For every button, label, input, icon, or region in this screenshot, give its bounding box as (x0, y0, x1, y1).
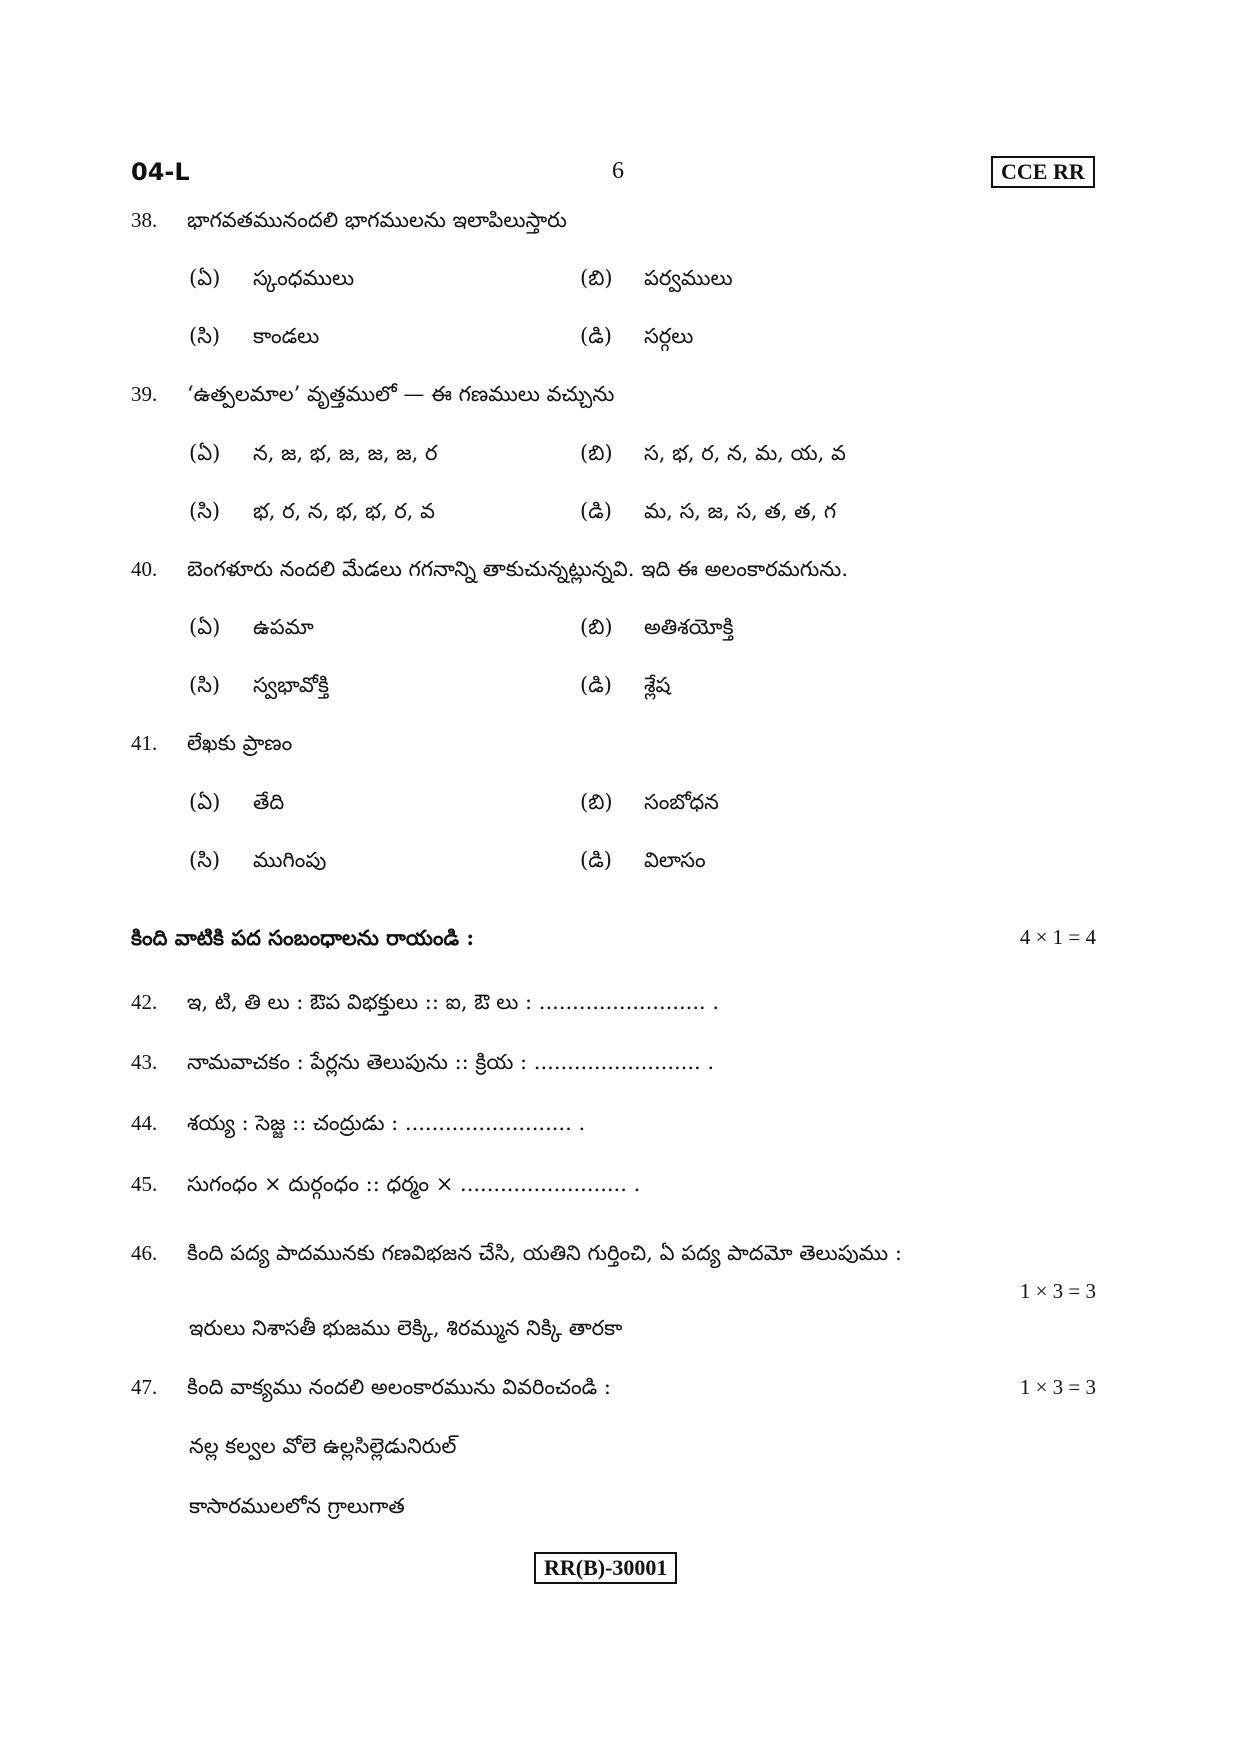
option-text: ఉపమా (253, 615, 314, 639)
option-d (580, 848, 706, 878)
option-text: పర్వములు (644, 266, 733, 290)
scheme-box: CCE RR (991, 156, 1095, 188)
option-b (580, 266, 733, 296)
option-label: (ఏ) (189, 266, 221, 290)
question-number: 44. (131, 1111, 158, 1135)
question-text: శయ్య : సెజ్జ :: చంద్రుడు : ......................... . (187, 1111, 586, 1135)
option-d (580, 673, 671, 703)
question-43 (131, 1050, 714, 1080)
page-number: 6 (612, 158, 624, 184)
option-text: భ, ర, న, భ, భ, ర, వ (253, 499, 435, 523)
question-number: 38. (131, 208, 158, 232)
verse-line: ఇరులు నిశాసతీ భుజము లెక్కి, శిరమ్మున నిక్కి తారకా (189, 1316, 623, 1340)
option-text: సంబోధన (644, 790, 719, 814)
question-47-marks: 1 × 3 = 3 (1019, 1375, 1096, 1399)
option-label: (సి) (189, 848, 221, 872)
option-label: (ఏ) (189, 790, 221, 814)
option-label: (డి) (580, 673, 612, 697)
option-d (580, 499, 836, 529)
question-44 (131, 1111, 585, 1141)
question-text: సుగంధం × దుర్గంధం :: ధర్మం × ......................... . (187, 1172, 641, 1196)
question-text: భాగవతమునందలి భాగములను ఇలాపిలుస్తారు (187, 208, 567, 232)
option-text: శ్లేష (644, 673, 671, 697)
question-39 (131, 382, 614, 412)
option-label: (బి) (580, 441, 613, 465)
question-number: 39. (131, 382, 158, 406)
booklet-code-box: RR(B)-30001 (534, 1552, 677, 1584)
option-a (189, 266, 354, 296)
option-c (189, 499, 435, 529)
question-number: 43. (131, 1050, 158, 1074)
option-text: ముగింపు (253, 848, 327, 872)
option-text: న, జ, భ, జ, జ, జ, ర (253, 441, 438, 465)
option-b (580, 441, 846, 471)
option-text: స్కంధములు (253, 266, 355, 290)
option-b (580, 790, 719, 820)
question-text: కింది వాక్యము నందలి అలంకారమును వివరించండి : (187, 1375, 611, 1399)
question-text: బెంగళూరు నందలి మేడలు గగనాన్ని తాకుచున్నట్లున్నవి. ఇది ఈ అలంకారమగును. (187, 557, 848, 581)
option-label: (డి) (580, 848, 612, 872)
option-label: (డి) (580, 499, 612, 523)
question-number: 47. (131, 1375, 158, 1399)
option-b (580, 615, 734, 645)
option-text: స, భ, ర, న, మ, య, వ (644, 441, 846, 465)
option-label: (బి) (580, 615, 613, 639)
option-a (189, 790, 284, 820)
option-text: కాండలు (253, 324, 320, 348)
question-45 (131, 1172, 640, 1202)
question-text: ‘ఉత్పలమాల’ వృత్తములో — ఈ గణములు వచ్చును (187, 382, 615, 406)
option-text: విలాసం (644, 848, 706, 872)
option-label: (డి) (580, 324, 612, 348)
option-label: (ఏ) (189, 615, 221, 639)
question-47 (131, 1375, 611, 1405)
section-heading: కింది వాటికి పద సంబంధాలను రాయండి : (131, 925, 475, 950)
question-number: 45. (131, 1172, 158, 1196)
option-label: (బి) (580, 266, 613, 290)
option-text: అతిశయోక్తి (644, 615, 734, 639)
option-a (189, 615, 314, 645)
question-40 (131, 557, 848, 587)
option-text: సర్గలు (644, 324, 694, 348)
option-text: మ, స, జ, స, త, త, గ (644, 499, 837, 523)
question-text: నామవాచకం : పేర్లను తెలుపును :: క్రియ : ......................... . (187, 1050, 715, 1074)
question-number: 42. (131, 990, 158, 1014)
option-a (189, 441, 437, 471)
sentence-line-2: కాసారములలోన గ్రాలుగాత (189, 1494, 405, 1518)
option-c (189, 848, 326, 878)
question-number: 40. (131, 557, 158, 581)
question-text: లేఖకు ప్రాణం (187, 731, 293, 755)
sentence-line-1: నల్ల కల్వల వోలె ఉల్లసిల్లెడునిరుల్ (189, 1434, 457, 1458)
question-42 (131, 990, 719, 1020)
question-41 (131, 731, 292, 761)
paper-code: 04-L (131, 158, 190, 186)
option-label: (బి) (580, 790, 613, 814)
option-c (189, 673, 329, 703)
question-38 (131, 208, 567, 238)
question-number: 46. (131, 1241, 158, 1265)
option-label: (సి) (189, 673, 221, 697)
question-46-marks: 1 × 3 = 3 (1019, 1279, 1096, 1303)
question-text: కింది పద్య పాదమునకు గణవిభజన చేసి, యతిని గుర్తించి, ఏ పద్య పాదమో తెలుపుము : (187, 1241, 902, 1265)
option-label: (సి) (189, 324, 221, 348)
section-marks: 4 × 1 = 4 (1019, 925, 1096, 949)
option-c (189, 324, 319, 354)
option-text: స్వభావోక్తి (253, 673, 329, 697)
option-text: తేది (253, 790, 285, 814)
question-46 (131, 1241, 902, 1271)
option-label: (సి) (189, 499, 221, 523)
question-number: 41. (131, 731, 158, 755)
option-d (580, 324, 693, 354)
option-label: (ఏ) (189, 441, 221, 465)
question-text: ఇ, టి, తి లు : ఔప విభక్తులు :: ఐ, ఔ లు : ......................... . (187, 990, 720, 1014)
